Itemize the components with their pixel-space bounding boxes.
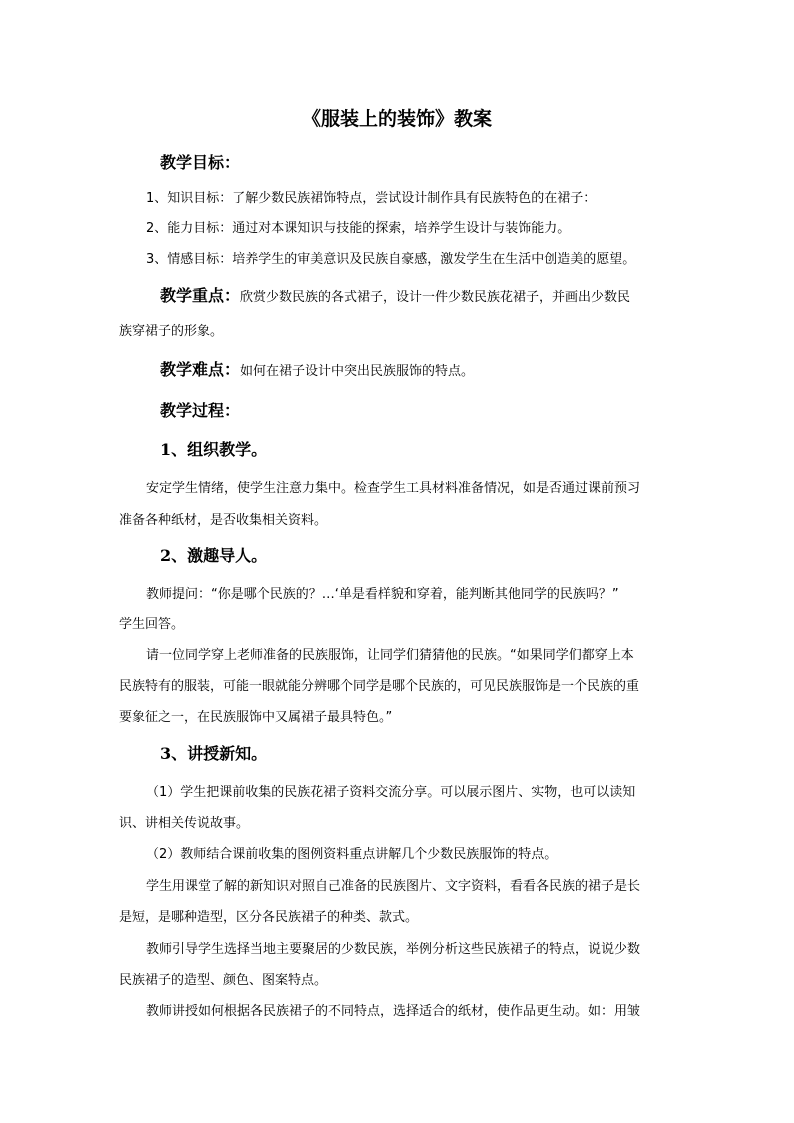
objectives-heading: 教学目标： <box>160 153 241 172</box>
objective-2: 2、能力目标：通过对本课知识与技能的探索，培养学生设计与装饰能力。 <box>146 221 571 236</box>
difficulty <box>160 357 474 380</box>
step3-heading: 3、讲授新知。 <box>160 744 268 763</box>
step3-line-5: 是短，是哪种造型，区分各民族裙子的种类、款式。 <box>119 910 419 925</box>
step2-line-2: 学生回答。 <box>119 617 185 632</box>
process-heading: 教学过程： <box>160 401 241 420</box>
step3-line-4: 学生用课堂了解的新知识对照自己准备的民族图片、文字资料，看看各民族的裙子是长 <box>146 879 641 894</box>
step2-line-4: 民族特有的服装，可能一眼就能分辨哪个同学是哪个民族的，可见民族服饰是一个民族的重 <box>119 679 640 694</box>
step2-line-5: 要象征之一，在民族服饰中又属裙子最具特色。” <box>119 710 393 725</box>
step3-line-3: （2）教师结合课前收集的图例资料重点讲解几个少数民族服饰的特点。 <box>146 847 558 862</box>
step1-line-2: 准备各种纸材，是否收集相关资料。 <box>119 513 328 528</box>
key-points <box>160 283 630 306</box>
step2-heading: 2、激趣导人。 <box>160 546 268 565</box>
objective-3: 3、情感目标：培养学生的审美意识及民族自豪感，激发学生在生活中创造美的愿望。 <box>146 252 636 267</box>
step3-line-2: 识、讲相关传说故事。 <box>119 816 250 831</box>
step1-heading: 1、组织教学。 <box>160 440 268 459</box>
difficulty-text: 如何在裙子设计中突出民族服饰的特点。 <box>240 364 475 379</box>
step3-line-7: 民族裙子的造型、颜色、图案特点。 <box>119 973 328 988</box>
step3-line-8: 教师讲授如何根据各民族裙子的不同特点，选择适合的纸材，使作品更生动。如：用皱 <box>146 1004 641 1019</box>
key-points-text: 欣赏少数民族的各式裙子，设计一件少数民族花裙子，并画出少数民 <box>240 290 631 305</box>
step3-line-6: 教师引导学生选择当地主要聚居的少数民族，举例分析这些民族裙子的特点，说说少数 <box>146 942 641 957</box>
step2-line-1: 教师提问：“你是哪个民族的？…‘单是看样貌和穿着，能判断其他同学的民族吗？” <box>146 587 619 602</box>
step2-line-3: 请一位同学穿上老师准备的民族服饰，让同学们猜猜他的民族。“如果同学们都穿上本 <box>146 648 634 663</box>
difficulty-label: 教学难点： <box>160 360 241 379</box>
key-points-line-2: 族穿裙子的形象。 <box>119 324 224 339</box>
key-points-label: 教学重点： <box>160 286 241 305</box>
document-title: 《服装上的装饰》教案 <box>301 108 492 130</box>
objective-1: 1、知识目标：了解少数民族裙饰特点，尝试设计制作具有民族特色的在裙子： <box>146 191 597 206</box>
step3-line-1: （1）学生把课前收集的民族花裙子资料交流分享。可以展示图片、实物，也可以读知 <box>146 785 636 800</box>
step1-line-1: 安定学生情绪，使学生注意力集中。检查学生工具材料准备情况，如是否通过课前预习 <box>146 481 641 496</box>
